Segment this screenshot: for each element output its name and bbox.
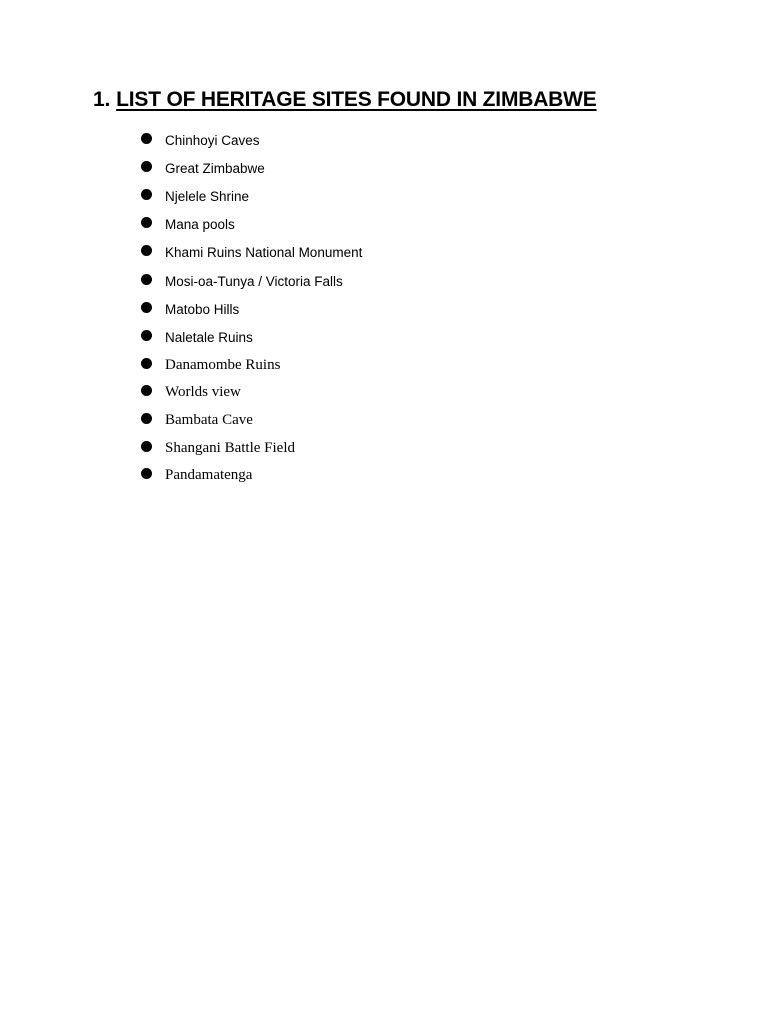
list-item-label: Shangani Battle Field (165, 439, 295, 456)
list-item (141, 379, 362, 407)
bullet-icon (141, 274, 152, 285)
bullet-icon (141, 413, 152, 424)
list-item (141, 352, 362, 380)
list-item (141, 295, 362, 323)
heading-number: 1. (93, 88, 111, 111)
list-item (141, 126, 362, 154)
list-item (141, 267, 362, 295)
list-item (141, 211, 362, 239)
list-item-label: Matobo Hills (165, 301, 240, 317)
list-item-label: Khami Ruins National Monument (165, 245, 363, 261)
bullet-icon (141, 245, 152, 256)
list-item-label: Mosi-oa-Tunya / Victoria Falls (165, 273, 343, 289)
list-item-label: Danamombe Ruins (165, 356, 281, 373)
list-item-label: Chinhoyi Caves (165, 132, 260, 148)
bullet-icon (141, 385, 152, 396)
list-item-label: Bambata Cave (165, 411, 253, 428)
list-item-label: Njelele Shrine (165, 188, 250, 204)
list-item-label: Worlds view (165, 384, 241, 401)
bullet-icon (141, 330, 152, 341)
bullet-icon (141, 217, 152, 228)
bullet-icon (141, 468, 152, 479)
list-item (141, 182, 362, 210)
list-item-label: Mana pools (165, 217, 235, 233)
bullet-icon (141, 133, 152, 144)
page-heading (93, 88, 597, 112)
list-item (141, 239, 362, 267)
list-item (141, 154, 362, 182)
list-item-label: Pandamatenga (165, 467, 253, 484)
heritage-sites-list (141, 126, 362, 489)
bullet-icon (141, 161, 152, 172)
list-item (141, 323, 362, 351)
heading-title: LIST OF HERITAGE SITES FOUND IN ZIMBABWE (116, 88, 597, 111)
list-item-label: Great Zimbabwe (165, 160, 265, 176)
list-item (141, 407, 362, 435)
list-item (141, 434, 362, 462)
list-item (141, 462, 362, 490)
bullet-icon (141, 441, 152, 452)
bullet-icon (141, 358, 152, 369)
list-item-label: Naletale Ruins (165, 329, 253, 345)
bullet-icon (141, 189, 152, 200)
bullet-icon (141, 302, 152, 313)
